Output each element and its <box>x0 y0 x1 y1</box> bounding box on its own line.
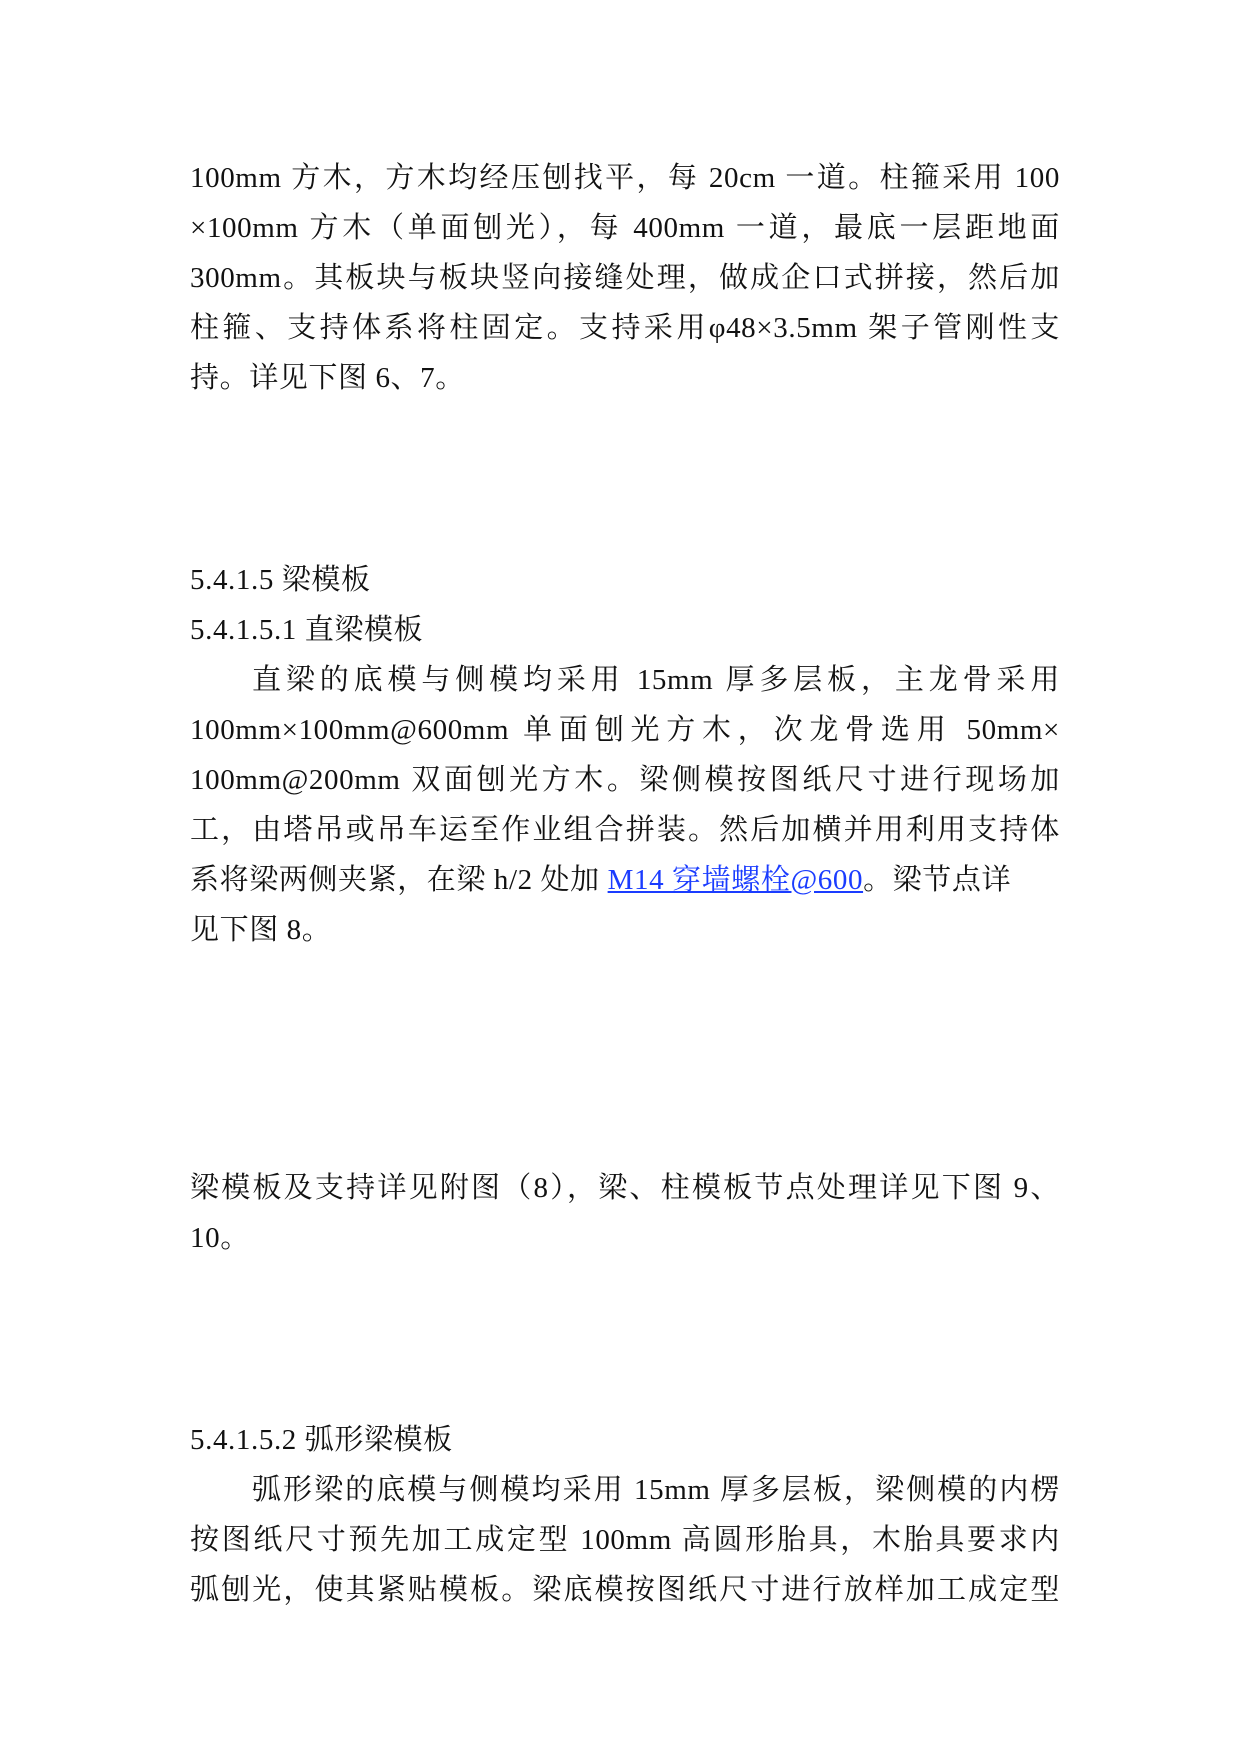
paragraph-line: 直梁的底模与侧模均采用 15mm 厚多层板，主龙骨采用 <box>252 664 1060 696</box>
paragraph-line: 按图纸尺寸预先加工成定型 100mm 高圆形胎具，木胎具要求内 <box>190 1524 1060 1556</box>
paragraph-line: 持。详见下图 6、7。 <box>190 362 465 394</box>
paragraph-line: 梁模板及支持详见附图（8），梁、柱模板节点处理详见下图 9、 <box>190 1172 1060 1204</box>
paragraph-line: 10。 <box>190 1222 250 1254</box>
section-heading: 5.4.1.5 梁模板 <box>190 564 371 596</box>
paragraph-text: 系将梁两侧夹紧，在梁 h/2 处加 <box>190 864 608 896</box>
paragraph-line: 100mm 方木，方木均经压刨找平，每 20cm 一道。柱箍采用 100 <box>190 162 1060 194</box>
paragraph-line: 柱箍、支持体系将柱固定。支持采用φ48×3.5mm 架子管刚性支 <box>190 312 1060 344</box>
subsection-heading: 5.4.1.5.2 弧形梁模板 <box>190 1424 453 1456</box>
paragraph-line: 见下图 8。 <box>190 914 332 946</box>
paragraph-line: 300mm。其板块与板块竖向接缝处理，做成企口式拼接，然后加 <box>190 262 1060 294</box>
paragraph-line <box>190 855 1060 905</box>
subsection-heading: 5.4.1.5.1 直梁模板 <box>190 614 424 646</box>
paragraph-line: 弧刨光，使其紧贴模板。梁底模按图纸尺寸进行放样加工成定型 <box>190 1574 1060 1606</box>
paragraph-text: 。梁节点详 <box>863 864 1012 896</box>
paragraph-line: 100mm×100mm@600mm 单面刨光方木，次龙骨选用 50mm× <box>190 714 1060 746</box>
paragraph-line: 100mm@200mm 双面刨光方木。梁侧模按图纸尺寸进行现场加 <box>190 764 1060 796</box>
paragraph-line: 弧形梁的底模与侧模均采用 15mm 厚多层板，梁侧模的内楞 <box>252 1474 1060 1506</box>
bolt-spec-link[interactable]: M14 穿墙螺栓@600 <box>607 864 864 896</box>
paragraph-line: ×100mm 方木（单面刨光），每 400mm 一道，最底一层距地面 <box>190 212 1060 244</box>
paragraph-line: 工，由塔吊或吊车运至作业组合拼装。然后加横并用利用支持体 <box>190 814 1060 846</box>
